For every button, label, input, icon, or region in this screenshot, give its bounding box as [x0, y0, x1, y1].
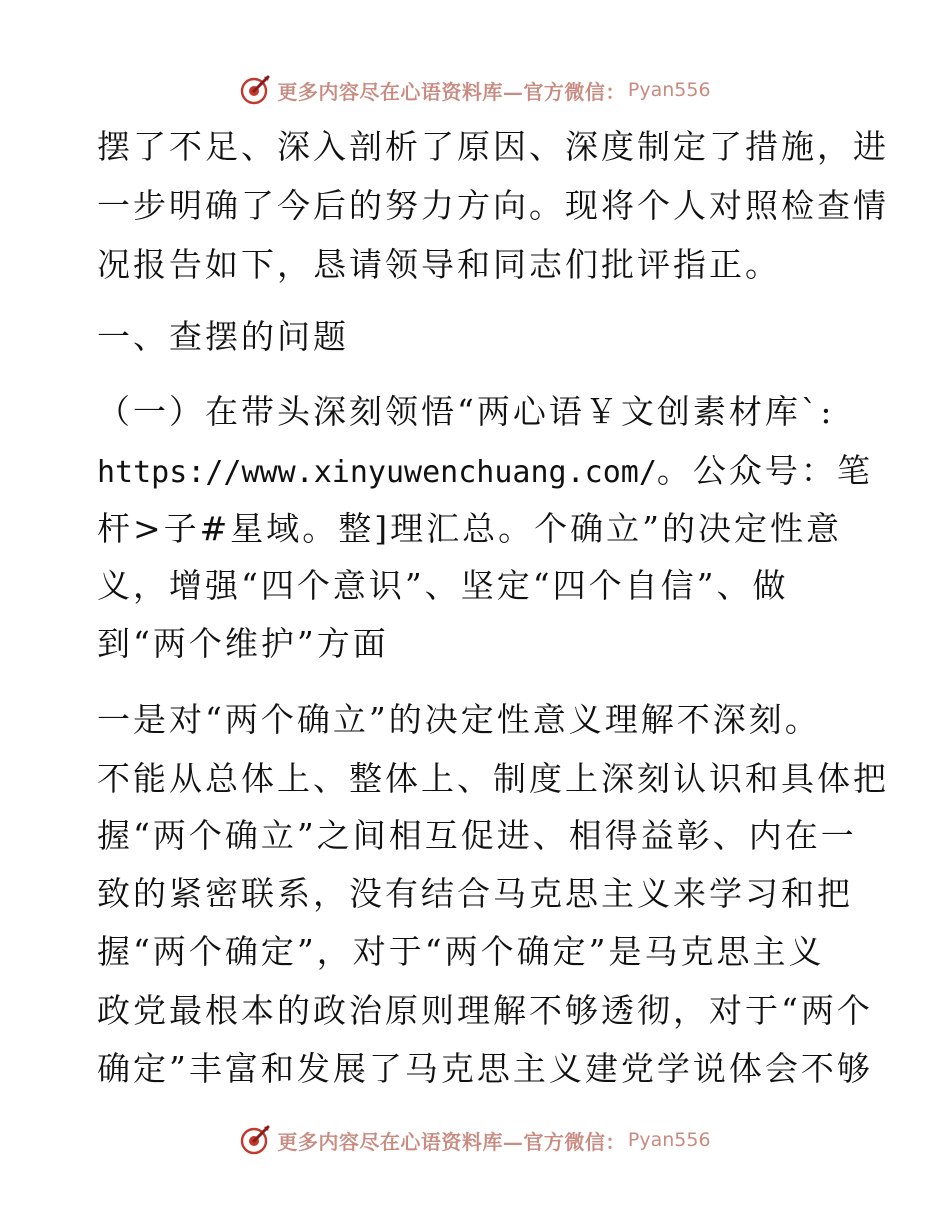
- body-line: 到“两个维护”方面: [97, 624, 389, 663]
- header-watermark-banner: [0, 70, 950, 110]
- brand-logo-icon: [239, 1124, 271, 1156]
- footer-watermark-banner: [0, 1120, 950, 1160]
- body-line: 握“两个确立”之间相互促进、相得益彰、内在一: [97, 816, 857, 855]
- header-wechat-id: Pyan556: [627, 79, 711, 101]
- body-line: 一是对“两个确立”的决定性意义理解不深刻。: [97, 700, 821, 739]
- body-line: 摆了不足、深入剖析了原因、深度制定了措施，进: [97, 127, 889, 166]
- body-line: 不能从总体上、整体上、制度上深刻认识和具体把: [97, 759, 889, 798]
- body-line: 确定”丰富和发展了马克思主义建党学说体会不够: [97, 1049, 873, 1088]
- body-line: 政党最根本的政治原则理解不够透彻，对于“两个: [97, 991, 873, 1030]
- brand-logo-icon: [239, 74, 271, 106]
- header-banner-text: 更多内容尽在心语资料库—官方微信：: [277, 79, 626, 104]
- body-line: 致的紧密联系，没有结合马克思主义来学习和把: [97, 874, 853, 913]
- body-line: 杆>子#星域。整]理汇总。个确立”的决定性意: [97, 509, 843, 548]
- body-line-url: [97, 451, 873, 491]
- body-line: 一步明确了今后的努力方向。现将个人对照检查情: [97, 186, 889, 225]
- footer-banner-text: 更多内容尽在心语资料库—官方微信：: [277, 1129, 626, 1154]
- footer-wechat-id: Pyan556: [627, 1129, 711, 1151]
- body-line: 义，增强“四个意识”、坚定“四个自信”、做: [97, 566, 789, 605]
- url-tail-text: 。公众号：笔: [656, 451, 873, 490]
- body-line: 握“两个确定”，对于“两个确定”是马克思主义: [97, 932, 825, 971]
- subsection-heading: （一）在带头深刻领悟“两心语￥文创素材库`:: [97, 392, 835, 431]
- body-line: 况报告如下，恳请领导和同志们批评指正。: [97, 245, 781, 284]
- section-heading: 一、查摆的问题: [97, 317, 349, 356]
- url-text: https://www.xinyuwenchuang.com/: [97, 455, 657, 490]
